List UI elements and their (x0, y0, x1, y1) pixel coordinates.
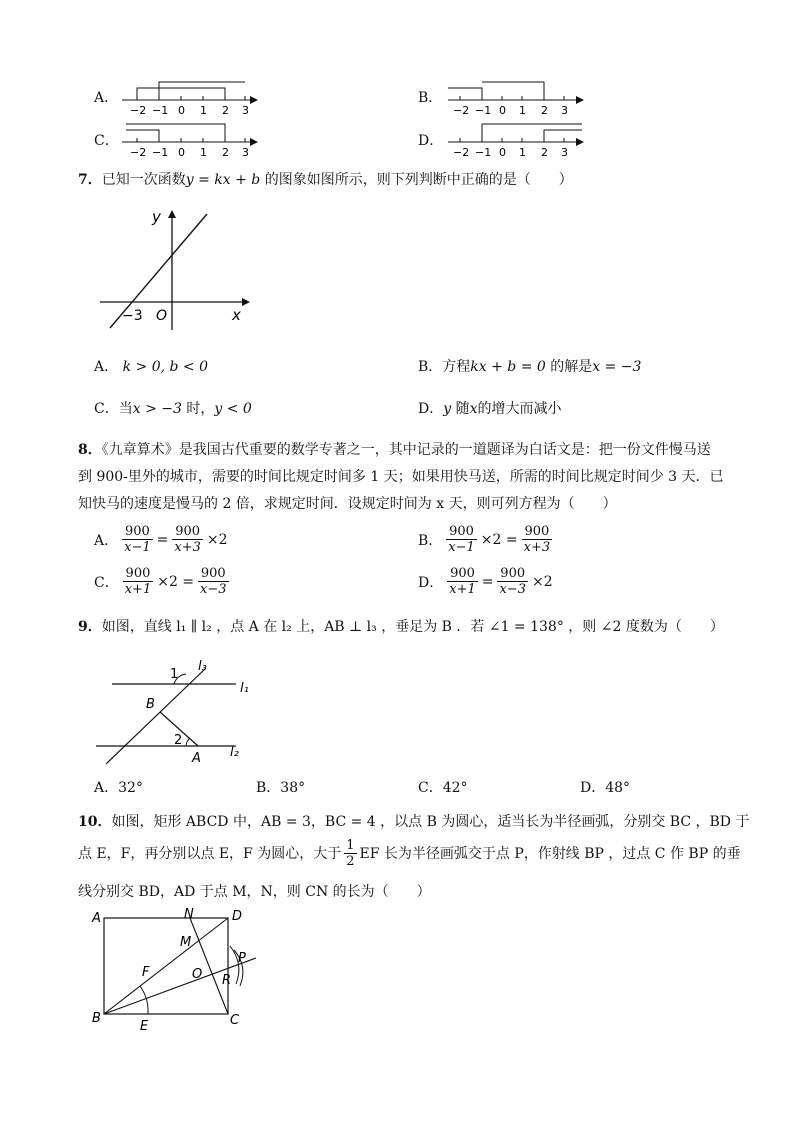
q7-stem-b: 的图象如图所示，则下列判断中正确的是（ ） (264, 172, 573, 188)
q10-point-a: A (92, 911, 101, 926)
q10-point-f: F (142, 965, 150, 980)
q7-option-d-letter: D． (418, 401, 444, 417)
q9-l3-label: l₃ (198, 659, 207, 674)
svg-text:−2: −2 (453, 146, 470, 159)
q6-option-c-numberline (118, 118, 258, 160)
q8-option-d-tail: ×2 (531, 573, 553, 590)
q8-option-b[interactable] (418, 524, 552, 555)
svg-text:0: 0 (499, 146, 506, 159)
svg-text:1: 1 (200, 146, 207, 159)
svg-text:3: 3 (561, 104, 568, 117)
q10-line-2 (78, 838, 741, 869)
q9-stem (78, 617, 724, 637)
q8-option-b-mid: ×2 = (480, 531, 518, 548)
q10-point-n: N (184, 907, 194, 922)
svg-text:−1: −1 (152, 146, 169, 159)
q9-option-a[interactable]: A．32° (94, 780, 143, 796)
q10-point-c: C (230, 1013, 240, 1028)
q7-number: 7． (78, 172, 102, 188)
q9-figure (90, 656, 270, 768)
q6-option-d-letter[interactable]: D． (418, 133, 444, 149)
svg-text:−2: −2 (130, 146, 147, 159)
q8-option-c-frac1: $\frac{900}{x+1}$ (124, 566, 152, 597)
q8-option-b-frac1: $\frac{900}{x-1}$ (448, 524, 475, 555)
q6-option-b-letter[interactable]: B． (418, 90, 443, 106)
q8-line1-text: 《九章算术》是我国古代重要的数学专著之一，其中记录的一道题译为白话文是：把一份文件慢马送 (101, 442, 711, 458)
q6-option-d-numberline (444, 118, 584, 160)
q10-point-b: B (92, 1011, 101, 1026)
q8-option-c-mid: ×2 = (157, 573, 195, 590)
q7-option-d-text-a: 随 (455, 401, 470, 417)
svg-text:1: 1 (200, 104, 207, 117)
q7-stem-a: 已知一次函数 (101, 172, 186, 188)
q7-option-a[interactable] (94, 357, 208, 377)
q7-option-c-letter: C． (94, 401, 119, 417)
svg-text:3: 3 (242, 146, 249, 159)
q6-option-c-letter[interactable]: C． (94, 133, 119, 149)
q8-option-a-frac1: $\frac{900}{x-1}$ (124, 524, 151, 555)
q8-option-a-eq: = (156, 531, 169, 548)
q7-option-b[interactable] (418, 357, 641, 377)
q9-angle-2: 2 (174, 733, 183, 748)
q7-option-d-formula: y (443, 401, 452, 417)
q8-line-2: 到 900-里外的城市，需要的时间比规定时间多 1 天；如果用快马送，所需的时间比规定时间少 3 天．已 (78, 469, 724, 485)
q8-option-b-frac2: $\frac{900}{x+3}$ (523, 524, 551, 555)
svg-text:2: 2 (222, 146, 229, 159)
svg-text:−2: −2 (130, 104, 147, 117)
q8-option-d[interactable] (418, 566, 553, 597)
q7-option-b-formula2: x = −3 (592, 359, 642, 375)
svg-text:−1: −1 (475, 104, 492, 117)
q8-option-d-frac2: $\frac{900}{x-3}$ (499, 566, 526, 597)
q7-stem-formula: y = kx + b (185, 172, 261, 188)
q9-l2-label: l₂ (230, 745, 239, 760)
q9-option-d[interactable]: D．48° (580, 780, 631, 796)
svg-text:1: 1 (519, 146, 526, 159)
svg-text:−1: −1 (475, 146, 492, 159)
q8-option-a-tail: ×2 (206, 531, 228, 548)
q7-stem (78, 170, 573, 190)
q10-figure (88, 906, 268, 1036)
q8-option-d-eq: = (481, 573, 494, 590)
q10-point-m: M (180, 935, 192, 950)
q8-line-3: 知快马的速度是慢马的 2 倍，求规定时间．设规定时间为 x 天，则可列方程为（ ） (78, 496, 617, 512)
q7-intercept-label: −3 (122, 308, 143, 324)
q9-stem-text: 如图，直线 l₁ ∥ l₂ ，点 A 在 l₂ 上，AB ⊥ l₃ ，垂足为 B ．若 ∠1 = 138° ，则 ∠2 度数为（ ） (101, 619, 724, 635)
q8-option-c-frac2: $\frac{900}{x-3}$ (200, 566, 227, 597)
q7-option-c[interactable] (94, 399, 252, 419)
q7-option-d-formula2: x (469, 401, 478, 417)
svg-text:2: 2 (222, 104, 229, 117)
q10-point-r: R (222, 973, 232, 988)
q10-point-d: D (232, 909, 243, 924)
q8-option-a-frac2: $\frac{900}{x+3}$ (174, 524, 201, 555)
q7-option-c-formula2: y < 0 (214, 401, 252, 417)
q10-point-e: E (140, 1019, 149, 1034)
svg-text:−1: −1 (152, 104, 169, 117)
q7-option-a-text: k > 0, b < 0 (122, 359, 208, 375)
q9-l1-label: l₁ (240, 681, 249, 696)
q8-number: 8． (78, 442, 102, 458)
q9-point-a: A (192, 751, 201, 766)
svg-text:−2: −2 (453, 104, 470, 117)
q7-option-b-formula: kx + b = 0 (470, 359, 546, 375)
q9-option-b[interactable]: B．38° (256, 780, 306, 796)
q9-option-c[interactable]: C．42° (418, 780, 468, 796)
q8-option-d-frac1: $\frac{900}{x+1}$ (449, 566, 476, 597)
q9-angle-1: 1 (170, 667, 179, 682)
q10-number: 10． (78, 814, 112, 830)
q10-half-fraction: $\frac{1}{2}$ (346, 838, 355, 869)
q6-option-a-numberline (118, 74, 258, 118)
q7-option-c-text-a: 当 (118, 401, 133, 417)
q9-point-b: B (146, 697, 155, 712)
q10-line1-text: 如图，矩形 ABCD 中，AB = 3，BC = 4 ，以点 B 为圆心，适当长为半径画弧，分别交 BC ，BD 于 (111, 814, 750, 830)
q7-option-b-text-b: 的解是 (550, 359, 593, 375)
q7-y-label: y (152, 208, 161, 226)
q8-option-a-letter: A． (94, 532, 119, 549)
q10-line-3: 线分别交 BD，AD 于点 M，N，则 CN 的长为（ ） (78, 884, 431, 900)
q6-option-b-numberline (444, 74, 584, 118)
q7-origin-label: O (156, 308, 168, 324)
q10-line-1 (78, 812, 749, 832)
q8-option-a[interactable] (94, 524, 228, 555)
q7-option-a-letter: A． (94, 359, 119, 375)
svg-text:0: 0 (178, 146, 185, 159)
q7-option-c-text-b: 时， (186, 401, 215, 417)
q7-x-label: x (232, 306, 241, 324)
q7-option-b-letter: B． (418, 359, 443, 375)
q7-option-d-text-b: 的增大而减小 (477, 401, 562, 417)
q8-option-c[interactable] (94, 566, 229, 597)
q10-line2-b: EF 长为半径画弧交于点 P，作射线 BP ，过点 C 作 BP 的垂 (359, 845, 741, 862)
q9-number: 9． (78, 619, 102, 635)
svg-text:1: 1 (519, 104, 526, 117)
svg-text:3: 3 (561, 146, 568, 159)
svg-text:2: 2 (541, 104, 548, 117)
svg-text:2: 2 (541, 146, 548, 159)
q10-point-o: O (192, 967, 203, 982)
svg-text:0: 0 (178, 104, 185, 117)
q8-line-1 (78, 440, 711, 460)
q7-option-c-formula: x > −3 (132, 401, 182, 417)
q10-line2-a: 点 E，F，再分别以点 E，F 为圆心，大于 (78, 845, 342, 862)
svg-text:0: 0 (499, 104, 506, 117)
svg-text:3: 3 (242, 104, 249, 117)
q6-option-a-letter[interactable]: A． (94, 90, 119, 106)
q7-graph (92, 200, 262, 340)
q10-point-p: P (238, 951, 246, 966)
q7-option-b-text-a: 方程 (442, 359, 471, 375)
q8-option-d-letter: D． (418, 574, 444, 591)
q8-option-c-letter: C． (94, 574, 119, 591)
q7-option-d[interactable] (418, 399, 562, 419)
q8-option-b-letter: B． (418, 532, 443, 549)
